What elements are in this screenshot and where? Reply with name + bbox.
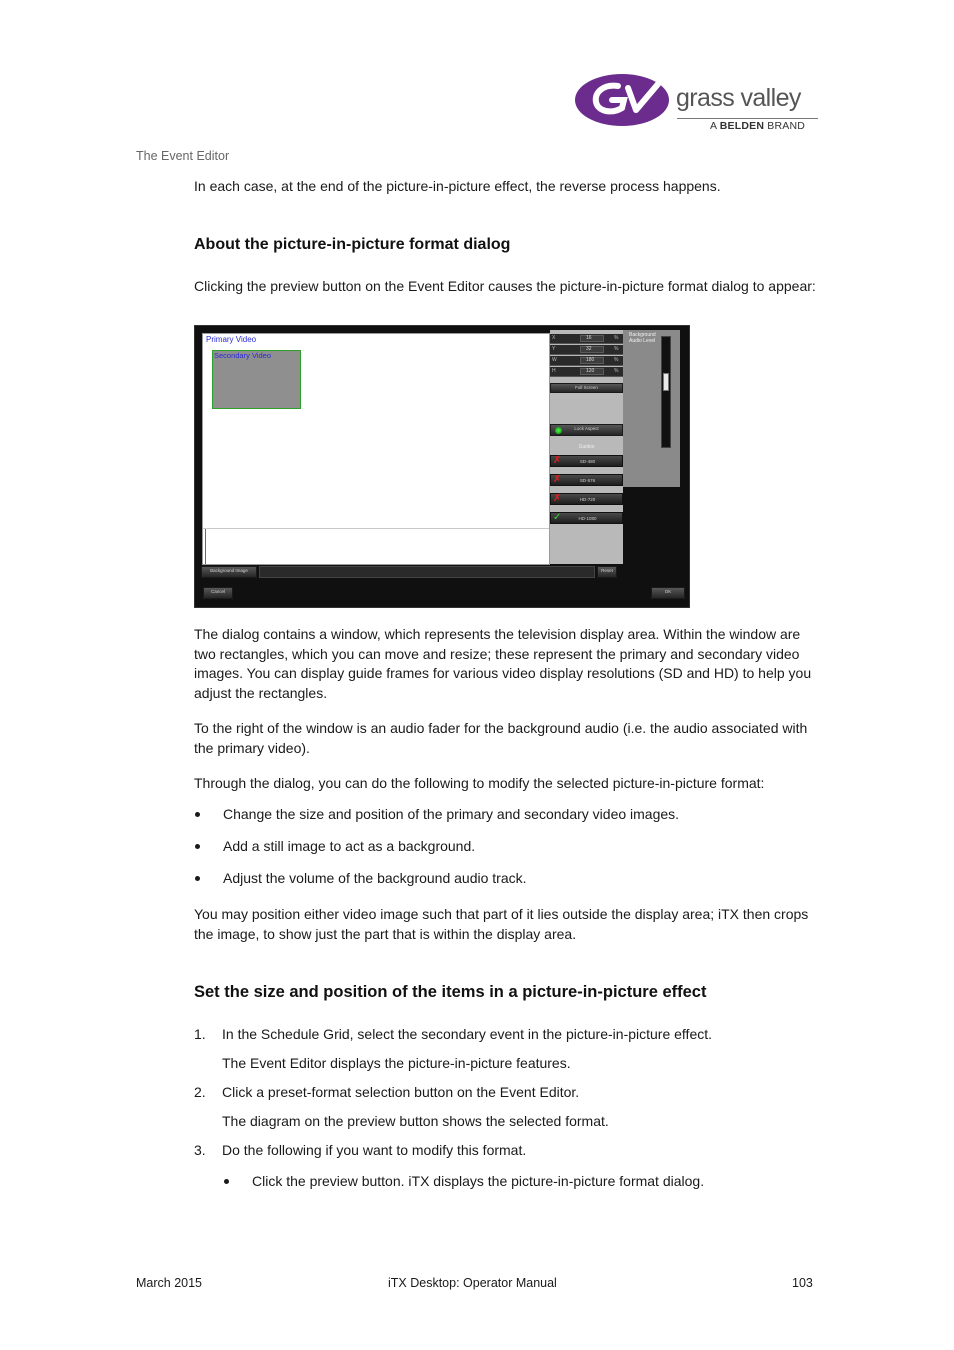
section-lead-paragraph: Clicking the preview button on the Event Editor causes the picture-in-picture format dialog to appear: <box>194 278 816 294</box>
list-item-text: Change the size and position of the primary and secondary video images. <box>223 806 680 822</box>
background-image-button: Background Image <box>201 566 257 578</box>
step-text: Do the following if you want to modify this format. <box>222 1142 527 1158</box>
value-box <box>580 335 604 342</box>
footer-date: March 2015 <box>136 1276 203 1290</box>
list-item-text: Adjust the volume of the background audio track. <box>223 870 527 886</box>
value-box <box>580 346 604 353</box>
bullet-dot <box>195 812 200 817</box>
footer-title: iTX Desktop: Operator Manual <box>388 1276 557 1290</box>
audio-label-line-1: Background <box>629 332 656 338</box>
running-header: The Event Editor <box>136 149 230 163</box>
lock-aspect-label: Lock Aspect <box>574 426 599 431</box>
y-position-control <box>550 345 623 355</box>
reset-button: Reset <box>597 566 617 578</box>
modify-intro-paragraph: Through the dialog, you can do the following to modify the selected picture-in-picture format: <box>194 775 765 791</box>
lock-aspect-led-icon <box>555 427 562 434</box>
step-note-text: The diagram on the preview button shows the selected format. <box>222 1113 609 1129</box>
audio-fader-knob <box>663 373 669 391</box>
resolution-label: HD-720 <box>579 497 596 502</box>
control-key: W <box>552 357 557 363</box>
height-control <box>550 367 623 377</box>
bullet-dot <box>224 1179 229 1184</box>
control-unit: % <box>614 346 619 352</box>
ok-button: OK <box>651 587 685 599</box>
resolution-label: HD-1080 <box>578 516 597 521</box>
step-note-text: The Event Editor displays the picture-in-picture features. <box>222 1055 571 1071</box>
logo-wordmark: grass valley <box>676 84 801 112</box>
cross-icon: ✗ <box>553 455 562 466</box>
dialog-description-paragraph: The dialog contains a window, which represents the television display area. Within the window are two rectangles, which you can move and resize; these represent the primary and secondary video images. You can display guide frames for various video display resolutions (SD and HD) to help you adjust the rectangles. <box>194 626 812 701</box>
control-value: 180 <box>586 357 595 363</box>
section-heading-pip-dialog: About the picture-in-picture format dialog <box>194 236 511 253</box>
step-text: In the Schedule Grid, select the secondary event in the picture-in-picture effect. <box>222 1026 713 1042</box>
width-control <box>550 356 623 366</box>
control-value: 120 <box>586 368 595 374</box>
control-unit: % <box>614 357 619 363</box>
check-icon: ✓ <box>553 512 562 523</box>
guide-sd-576-button <box>550 474 623 486</box>
step-number: 1. <box>194 1026 206 1042</box>
guide-marker <box>205 529 206 564</box>
display-area <box>202 333 550 565</box>
audio-fader-track <box>661 336 671 448</box>
step-number: 3. <box>194 1142 206 1158</box>
guides-label: Guides <box>578 444 595 450</box>
bullet-dot <box>195 844 200 849</box>
list-item-text: Add a still image to act as a background. <box>223 838 476 854</box>
bullet-dot <box>195 876 200 881</box>
step-number: 2. <box>194 1084 206 1100</box>
control-unit: % <box>614 368 619 374</box>
cross-icon: ✗ <box>553 474 562 485</box>
resolution-label: SD-480 <box>579 459 596 464</box>
control-value: 32 <box>586 346 592 352</box>
control-key: H <box>552 368 556 374</box>
full-screen-button: Full Screen <box>550 383 623 393</box>
section-heading-set-size-position: Set the size and position of the items in a picture-in-picture effect <box>194 983 707 1001</box>
intro-paragraph: In each case, at the end of the picture-in-picture effect, the reverse process happens. <box>194 178 721 194</box>
control-key: Y <box>552 346 556 352</box>
audio-label-line-2: Audio Level <box>629 337 656 344</box>
audio-level-label <box>629 333 656 344</box>
audio-fader-paragraph: To the right of the window is an audio fader for the background audio (i.e. the audio associated with the primary video). <box>194 720 808 756</box>
footer-page-number: 103 <box>792 1276 813 1290</box>
tagline-prefix: A <box>710 120 717 132</box>
background-image-path-field <box>259 566 595 578</box>
guide-hd-720-button <box>550 493 623 505</box>
resolution-label: SD-576 <box>579 478 596 483</box>
background-audio-panel <box>623 330 680 487</box>
grass-valley-logo <box>574 72 824 136</box>
guide-sd-480-button <box>550 455 623 467</box>
guide-line <box>203 528 549 529</box>
control-unit: % <box>614 335 619 341</box>
list-item-text: Click the preview button. iTX displays the picture-in-picture format dialog. <box>252 1173 705 1189</box>
control-key: X <box>552 335 556 341</box>
primary-video-label: Primary Video <box>206 335 257 344</box>
pip-format-dialog-screenshot <box>194 325 690 608</box>
control-value: 16 <box>586 335 592 341</box>
crop-paragraph: You may position either video image such that part of it lies outside the display area; iTX then crops the image, to show just the part that is within the display area. <box>194 906 809 942</box>
cancel-button: Cancel <box>203 587 233 599</box>
tagline-suffix: BRAND <box>767 120 806 132</box>
logo-rule <box>677 118 818 119</box>
gv-emblem-icon <box>574 72 674 128</box>
x-position-control <box>550 334 623 344</box>
logo-tagline <box>710 120 805 132</box>
secondary-video-rect <box>212 350 301 409</box>
guide-hd-1080-button <box>550 512 623 524</box>
tagline-brand: BELDEN <box>719 120 765 132</box>
step-text: Click a preset-format selection button on the Event Editor. <box>222 1084 580 1100</box>
cross-icon: ✗ <box>553 493 562 504</box>
secondary-video-label: Secondary Video <box>214 351 271 360</box>
lock-aspect-button <box>550 424 623 436</box>
